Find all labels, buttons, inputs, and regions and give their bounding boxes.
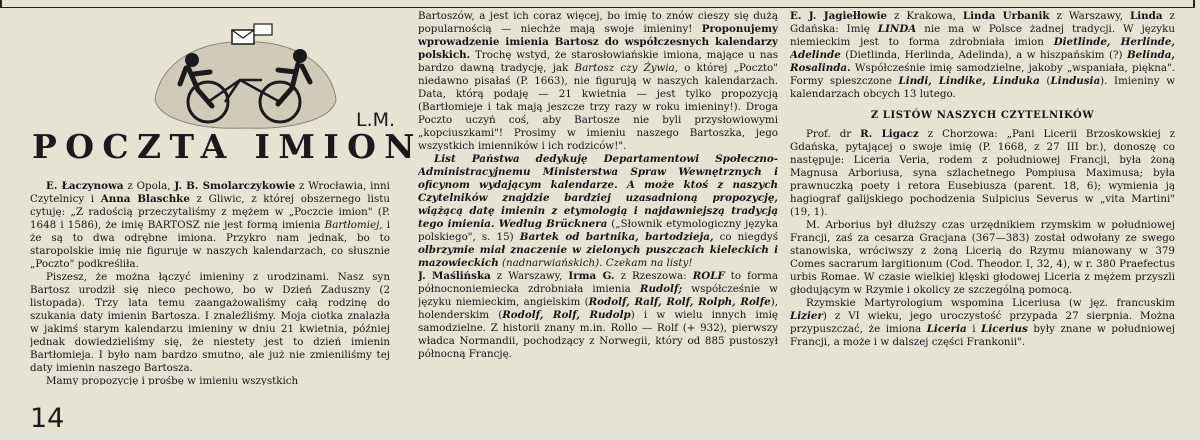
text-run: Rzymskie Martyrologium wspomina Liceriusa (w jęz. francuskim xyxy=(806,297,1175,309)
column-2 xyxy=(418,10,778,425)
text-run: to forma północnoniemiecka zdrobniała imienia xyxy=(418,270,778,295)
italic-run: Dietlinde, Herlinde, Adelinde xyxy=(790,36,1175,61)
text-run: Trochę wstyd, że starosłowiańskie imiona, mające u nas bardzo dawną tradycję, jak xyxy=(418,49,778,74)
text-run: ) i w wielu innych imię samodzielne. Z historii znany m.in. Rollo — Rolf (+ 932), pierwszy władca Normandii, pochodzący z Norwegii, który od 885 pustoszył północną Francję. xyxy=(418,309,778,360)
italic-run: Bartłomiej, xyxy=(324,219,383,231)
text-run: z Chorzowa: „Pani Licerii Brzoskowskiej z Gdańska, pytającej o swoje imię (P. 1668, z 27 III br.), donoszę co następuje: Liceria Veria, rodem z południowej Francji, była żoną Magnusa Arboriusa, syna szlachetnego Pompiusa Maximusa; była prawnuczką poety i retora Eusebiusza (parent. 18, 6); wymienia ją hagiograf galijskiego pochodzenia Sulpicius Severus w „vita Martini" (19, 1). xyxy=(790,128,1175,218)
italic-run: ROLF xyxy=(692,270,725,282)
text-run: o której „Poczto" niedawno pisałaś (P. 1663), nie figurują w naszych kalendarzach. Data, którą podaję — 21 kwietnia — jest tylko propozycją (Bartłomieje i tak mają jeszcze trzy razy w roku imieniny!). Droga Poczto uczyń coś, aby Bartosze nie byli przysłowiowymi „kopciuszkami"! Prosimy w imieniu naszego Bartoszka, jego wszystkich imienników i ich rodziców!". xyxy=(418,62,778,152)
italic-run: List Państwa dedykuję Departamentowi Społeczno-Administracyjnemu Ministerstwa Spraw Wewnętrznych i oficynom wydającym kalendarze. A może ktoś z naszych Czytelników znajdzie bardziej uzasadnioną propozycję, wiążącą datę imienin z etymologią i najdawniejszą tradycją tego imienia. Według Brücknera xyxy=(418,153,778,230)
italic-run: Rudolf; xyxy=(639,283,683,295)
italic-run: Licerius xyxy=(981,323,1028,335)
paragraph xyxy=(790,10,1175,101)
text-run: (nadnarwiańskich). Czekam na listy! xyxy=(498,257,693,269)
paragraph xyxy=(790,128,1175,219)
column-1 xyxy=(30,180,390,385)
text-run: i że są to dwa odrębne imiona. Przykro nam jednak, bo to staropolskie imię nie figuruje w naszych kalendarzach, co słusznie „Poczto" podkreśliła. xyxy=(30,219,390,270)
text-run: z Opola, xyxy=(123,180,175,192)
text-run: z Wrocławia, inni Czytelnicy i xyxy=(30,180,390,205)
text-run: ). Imieniny w kalendarzach obcych 13 lutego. xyxy=(790,75,1175,100)
correspondent-name: R. Ligacz xyxy=(860,128,919,140)
correspondent-name: Linda xyxy=(1130,10,1163,22)
italic-run: Liceria xyxy=(926,323,967,335)
paragraph: M. Arborius był dłuższy czas urzędnikiem rzymskim w południowej Francji, zaś za cesarza Gracjana (367—383) został odwołany ze swego stanowiska, wróciwszy z żoną Licerią do Rzymu mianowany w 379 Comes sacrarum largitionum (Cod. Theodor. I, 32, 4), w r. 380 Praefectus urbis Romae. W czasie wielkiej klęski głodowej Liceria z mężem przyszli głodującym w Rzymie i okolicy ze szczególną pomocą. xyxy=(790,219,1175,296)
text-run: ( xyxy=(1039,75,1051,87)
correspondent-name: Irma G. xyxy=(568,270,615,282)
text-run: z Gliwic, z której obszernego listu cytuję: „Z radością przeczytaliśmy z mężem w „Poczcie imion" (P. 1648 i 1586), że imię BARTOSZ nie jest formą imienia xyxy=(30,193,390,231)
editor-reply xyxy=(418,153,778,270)
paragraph xyxy=(418,270,778,361)
text-run: z Gdańska: Imię xyxy=(790,10,1175,35)
text-run: z Krakowa, xyxy=(887,10,963,22)
text-run: ) z VI wieku, jego uroczystość przypada 27 sierpnia. Można przypuszczać, że imiona xyxy=(790,310,1175,335)
paragraph: Mamy propozycję i prośbę w imieniu wszystkich xyxy=(46,375,299,385)
text-run: były znane w południowej Francji, a może i w dalszej części Frankonii". xyxy=(790,323,1175,348)
text-run: z Warszawy, xyxy=(1049,10,1131,22)
paragraph xyxy=(30,180,390,271)
italic-run: LINDA xyxy=(877,23,917,35)
bold-run: Proponujemy wprowadzenie imienia Bartosz do współczesnych kalendarzy polskich. xyxy=(418,23,778,61)
paragraph xyxy=(790,297,1175,349)
correspondent-name: E. J. Jagiełłowie xyxy=(790,10,888,22)
correspondent-name: J. B. Smolarczykowie xyxy=(174,180,296,192)
italic-run: Lindi, Lindike, Linduka xyxy=(898,75,1040,87)
correspondent-name: Linda Urbanik xyxy=(962,10,1050,22)
italic-run: Bartek od bartnika, bartodzieja, xyxy=(519,231,714,243)
text-run: z Warszawy, xyxy=(490,270,569,282)
page-title: POCZTA IMION xyxy=(32,127,423,166)
italic-run: Rodolf, Ralf, Rolf, Rolph, Rolfe xyxy=(588,296,771,308)
text-run: („Słownik etymologiczny języka polskiego", s. 15) xyxy=(418,218,778,243)
text-run: współcześnie w języku niemieckim, angielskim ( xyxy=(418,283,778,308)
correspondent-name: Anna Blaschke xyxy=(100,193,190,205)
text-run: Bartoszów, a jest ich coraz więcej, bo imię to znów cieszy się dużą popularnością — niechże mają swoje imieniny! xyxy=(418,10,778,35)
italic-run: Belinda, Rosalinda. xyxy=(790,49,1175,74)
correspondent-name: E. Łaczynowa xyxy=(46,180,124,192)
text-run: z Rzeszowa: xyxy=(614,270,693,282)
italic-run: olbrzymie miał znaczenie w zielonych puszczach kieleckich i mazowieckich xyxy=(418,244,778,269)
top-frame-line xyxy=(0,0,1195,8)
section-heading: Z LISTÓW NASZYCH CZYTELNIKÓW xyxy=(870,110,1095,121)
author-initials: L.M. xyxy=(356,109,396,131)
column-3 xyxy=(790,10,1175,425)
paragraph: Piszesz, że można łączyć imieniny z urodzinami. Nasz syn Bartosz urodził się nieco pechowo, bo w Dzień Zaduszny (2 listopada). Trzy lata temu zaangażowaliśmy całą rodzinę do szukania daty imienin Bartosza. I znaleźliśmy. Moja ciotka znalazła w jakimś starym kalendarzu imieniny w dniu 21 kwietnia, później jednak dowiedzieliśmy się, że niestety jest to dzień imienin Bartłomieja. I było nam bardzo smutno, ale już nie zmieniliśmy tej daty imienin naszego Bartosza. xyxy=(30,271,390,374)
text-run: co niegdyś xyxy=(713,231,778,243)
text-run: ), holenderskim ( xyxy=(418,296,778,321)
text-run: Prof. dr xyxy=(806,128,861,140)
italic-run: Lindusia xyxy=(1050,75,1101,87)
text-run: nie ma w Polsce żadnej tradycji. W języku niemieckim jest to forma zdrobniała imion xyxy=(790,23,1175,48)
italic-run: Rodolf, Rolf, Rudolp xyxy=(502,309,631,321)
page-number: 14 xyxy=(30,403,65,434)
italic-run: Bartosz czy Żywia, xyxy=(574,62,679,74)
postmen-on-bicycle-illustration xyxy=(150,22,340,134)
correspondent-name: J. Maślińska xyxy=(418,270,491,282)
text-run: (Dietlinda, Herlinda, Adelinda), a w hiszpańskim (?) xyxy=(840,49,1127,61)
text-run: i xyxy=(966,323,982,335)
paragraph xyxy=(418,10,778,153)
text-run: Współcześnie imię samodzielne, jakoby „wspaniała, piękna". Formy spieszczone xyxy=(790,62,1175,87)
italic-run: Lizier xyxy=(790,310,823,322)
